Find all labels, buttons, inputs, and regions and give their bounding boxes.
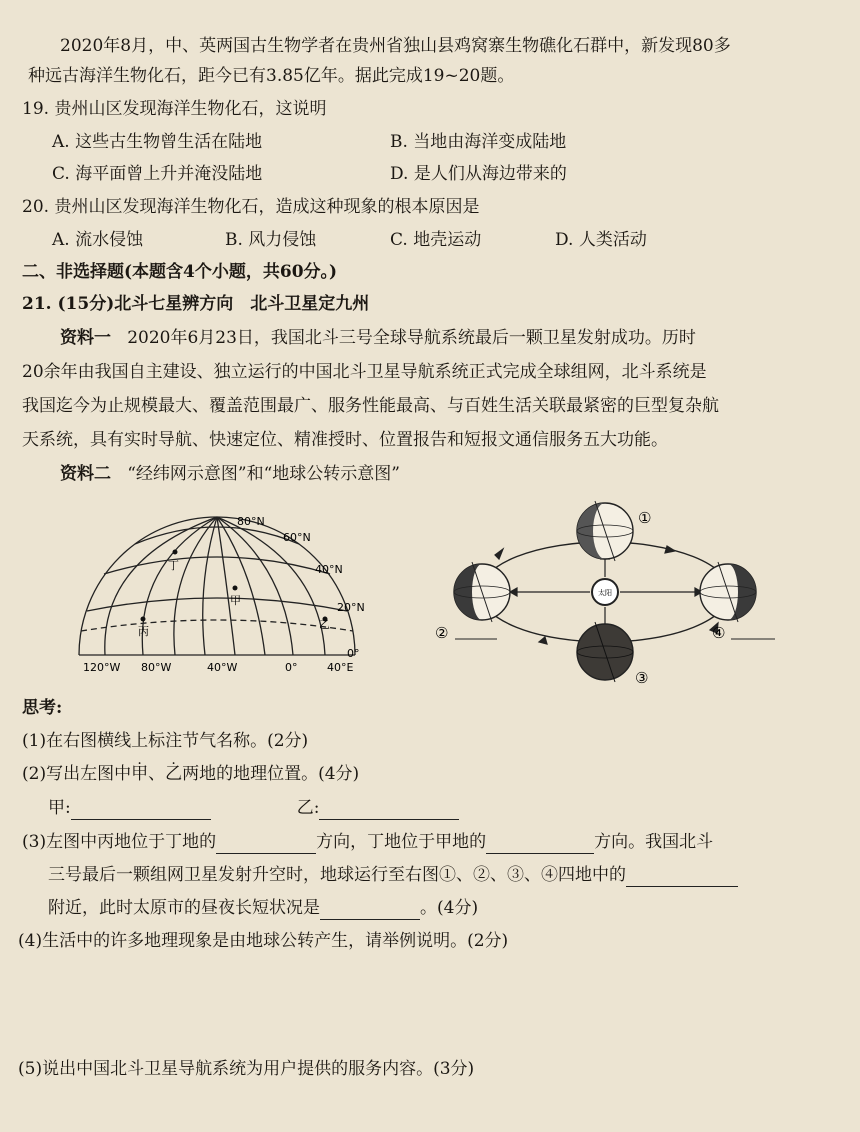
think-q3-part-1: (3)左图中丙地位于丁地的	[22, 832, 217, 852]
position-label-2: ②	[435, 624, 449, 642]
sun-ray-left-head	[510, 588, 517, 596]
material2-label: 资料二	[60, 464, 111, 484]
section-heading: 二、非选择题(本题含4个小题，共60分。)	[22, 262, 338, 282]
tropic-dashed	[81, 620, 353, 631]
meridian-4	[203, 517, 217, 655]
place-ding: 丁	[168, 559, 179, 572]
point-ding	[173, 550, 178, 555]
earth-position-2	[454, 562, 510, 622]
point-bing	[141, 617, 146, 622]
think-heading: 思考:	[22, 698, 63, 718]
meridian-1	[105, 517, 217, 655]
yi-answer-blank[interactable]	[319, 801, 459, 820]
sun-label: 太阳	[598, 589, 612, 597]
yi-label: 乙:	[296, 798, 320, 818]
lat-label-80n: 80°N	[237, 515, 265, 528]
place-jia: 甲	[230, 594, 241, 607]
meridian-5	[217, 517, 235, 655]
position-label-1: ①	[638, 509, 652, 527]
material2-line	[60, 462, 400, 486]
lat-label-40n: 40°N	[315, 563, 343, 576]
think-q3-line-3	[48, 896, 478, 920]
lon-label-0: 0°	[285, 661, 298, 674]
think-q2-jia: 甲	[131, 764, 149, 784]
q20-option-a: A. 流水侵蚀	[52, 230, 144, 250]
intro-line-1: 2020年8月，中、英两国古生物学者在贵州省独山县鸡窝寨生物礁化石群中，新发现80多	[60, 36, 731, 56]
material1-line-3: 我国迄今为止规模最大、覆盖范围最广、服务性能最高、与百姓生活关联最紧密的巨型复杂航	[22, 396, 719, 416]
material1-line-1	[60, 326, 696, 350]
q4-answer-area[interactable]	[18, 960, 838, 1050]
think-q2-post: 两地的地理位置。(4分)	[182, 764, 360, 784]
think-q2-yi: 乙	[165, 764, 183, 784]
think-q1: (1)在右图横线上标注节气名称。(2分)	[22, 731, 309, 751]
q3-blank-1[interactable]	[216, 835, 316, 854]
think-q2	[22, 762, 359, 786]
think-q3-line-1	[22, 830, 713, 854]
lat-label-60n: 60°N	[283, 531, 311, 544]
q20-stem: 20. 贵州山区发现海洋生物化石，造成这种现象的根本原因是	[22, 197, 480, 217]
q20-option-d: D. 人类活动	[555, 230, 647, 250]
material1-text-1: 2020年6月23日，我国北斗三号全球导航系统最后一颗卫星发射成功。历时	[127, 328, 696, 348]
think-q5: (5)说出中国北斗卫星导航系统为用户提供的服务内容。(3分)	[18, 1059, 475, 1079]
parallel-20	[87, 598, 347, 611]
think-q2-mid: 、	[148, 764, 166, 784]
orbit-arrow-left	[495, 549, 503, 559]
jia-answer-blank[interactable]	[71, 801, 211, 820]
point-jia	[233, 586, 238, 591]
think-q3-part-3: 方向。我国北斗	[594, 832, 714, 852]
material1-label: 资料一	[60, 328, 111, 348]
latlon-grid-figure	[75, 505, 375, 680]
lat-label-0: 0°	[347, 647, 360, 660]
think-q3-part-5: 附近，此时太原市的昼夜长短状况是	[48, 898, 320, 918]
think-q3-part-2: 方向，丁地位于甲地的	[316, 832, 487, 852]
q19-stem: 19. 贵州山区发现海洋生物化石，这说明	[22, 99, 327, 119]
lon-label-80w: 80°W	[141, 661, 172, 674]
orbit-arrow-top	[665, 546, 675, 553]
q3-blank-4[interactable]	[320, 901, 420, 920]
intro-line-2: 种远古海洋生物化石，距今已有3.85亿年。据此完成19~20题。	[28, 66, 515, 86]
position-label-3: ③	[635, 669, 649, 687]
earth-position-3	[577, 622, 633, 682]
material1-line-2: 20余年由我国自主建设、独立运行的中国北斗卫星导航系统正式完成全球组网，北斗系统是	[22, 362, 707, 382]
lon-label-40e: 40°E	[327, 661, 354, 674]
q19-option-a: A. 这些古生物曾生活在陆地	[52, 132, 263, 152]
material1-line-4: 天系统，具有实时导航、快速定位、精准授时、位置报告和短报文通信服务五大功能。	[22, 430, 668, 450]
orbit-arrow-bottom	[539, 637, 547, 644]
q19-option-b: B. 当地由海洋变成陆地	[390, 132, 567, 152]
place-yi: 乙	[319, 618, 330, 631]
think-q3-line-2	[48, 863, 738, 887]
jia-label: 甲:	[48, 798, 71, 818]
earth-position-4	[700, 562, 756, 622]
place-bing: 丙	[138, 625, 149, 638]
grid-outer-arc	[79, 517, 355, 655]
earth-position-1	[577, 501, 633, 561]
think-q3-part-4: 三号最后一颗组网卫星发射升空时，地球运行至右图①、②、③、④四地中的	[48, 865, 626, 885]
think-q2-pre: (2)写出左图中	[22, 764, 132, 784]
q3-blank-2[interactable]	[486, 835, 594, 854]
earth-orbit-figure	[435, 495, 795, 690]
q20-option-b: B. 风力侵蚀	[225, 230, 317, 250]
q5-answer-area[interactable]	[18, 1088, 838, 1128]
q19-option-c: C. 海平面曾上升并淹没陆地	[52, 164, 263, 184]
q21-title: 21. (15分)北斗七星辨方向 北斗卫星定九州	[22, 294, 370, 314]
lon-label-120w: 120°W	[83, 661, 121, 674]
lat-label-20n: 20°N	[337, 601, 365, 614]
q3-blank-3[interactable]	[626, 868, 738, 887]
material2-text: “经纬网示意图”和“地球公转示意图”	[127, 464, 400, 484]
think-q3-part-6: 。(4分)	[420, 898, 479, 918]
q20-option-c: C. 地壳运动	[390, 230, 482, 250]
position-label-4: ④	[712, 624, 726, 642]
q19-option-d: D. 是人们从海边带来的	[390, 164, 567, 184]
meridian-3	[174, 517, 217, 655]
think-q4: (4)生活中的许多地理现象是由地球公转产生，请举例说明。(2分)	[18, 931, 509, 951]
think-q2-answers	[48, 796, 459, 820]
lon-label-40w: 40°W	[207, 661, 238, 674]
